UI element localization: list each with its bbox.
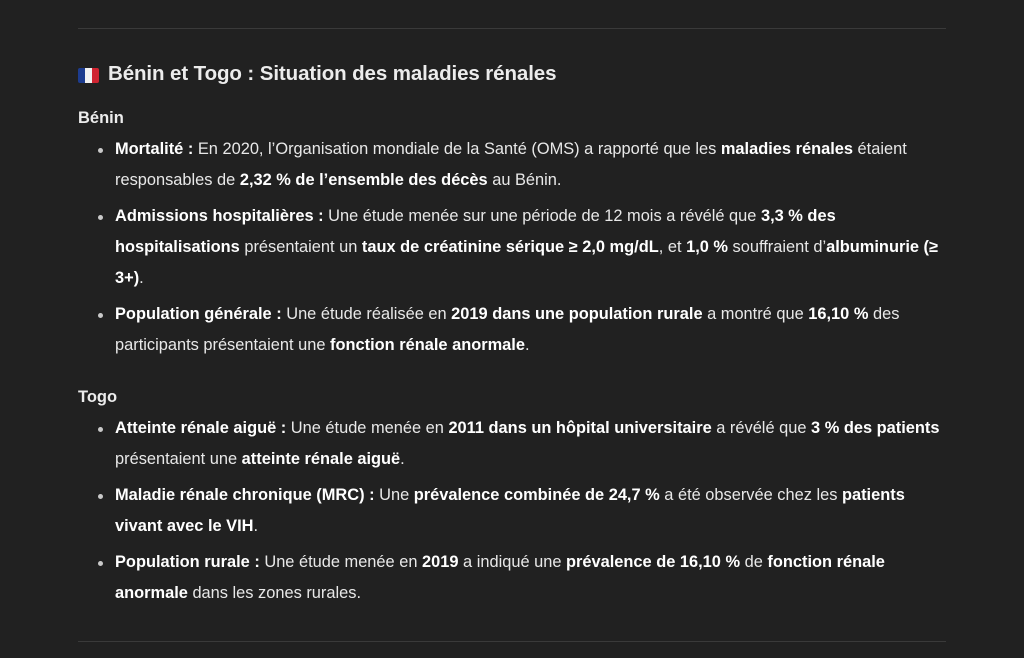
emphasis-text: atteinte rénale aiguë <box>241 450 401 468</box>
section-heading: Bénin <box>78 109 124 127</box>
body-text: . <box>139 269 144 287</box>
body-text: En 2020, l’Organisation mondiale de la Santé (OMS) a rapporté que les <box>193 140 721 158</box>
emphasis-text: prévalence combinée de 24,7 % <box>413 486 660 504</box>
list-item <box>78 201 946 294</box>
emphasis-text: 16,10 % <box>808 305 869 323</box>
page-title <box>78 62 946 86</box>
body-text: Une étude menée en <box>286 419 449 437</box>
emphasis-text: Atteinte rénale aiguë : <box>115 419 287 437</box>
emphasis-text: 2019 dans une population rurale <box>451 305 703 323</box>
body-text: Une étude menée en <box>259 553 422 571</box>
emphasis-text: taux de créatinine sérique ≥ 2,0 mg/dL <box>361 238 659 256</box>
divider-top <box>78 28 946 29</box>
body-text: . <box>400 450 405 468</box>
emphasis-text: 3 % des patients <box>811 419 940 437</box>
emphasis-text: Admissions hospitalières : <box>115 207 324 225</box>
body-text: dans les zones rurales. <box>187 584 361 602</box>
body-text: a révélé que <box>711 419 812 437</box>
emphasis-text: 3,3 % des hospitalisations <box>115 207 836 256</box>
body-text: a montré que <box>702 305 809 323</box>
list-item <box>78 413 946 475</box>
body-text: au Bénin. <box>487 171 562 189</box>
emphasis-text: maladies rénales <box>720 140 853 158</box>
emphasis-text: fonction rénale anormale <box>115 553 885 602</box>
france-flag-icon <box>78 68 99 83</box>
emphasis-text: Population générale : <box>115 305 282 323</box>
body-text: Une <box>374 486 414 504</box>
body-text: de <box>740 553 768 571</box>
emphasis-text: Population rurale : <box>115 553 260 571</box>
body-text: . <box>524 336 530 354</box>
emphasis-text: fonction rénale anormale <box>330 336 525 354</box>
list-item <box>78 480 946 542</box>
body-text: Une étude menée sur une période de 12 mois a révélé que <box>323 207 761 225</box>
body-text: Une étude réalisée en <box>281 305 452 323</box>
emphasis-text: 2011 dans un hôpital universitaire <box>448 419 712 437</box>
body-text: des participants présentaient une <box>115 305 900 354</box>
emphasis-text: prévalence de 16,10 % <box>566 553 741 571</box>
page-title-text: Bénin et Togo : Situation des maladies rénales <box>108 62 557 85</box>
emphasis-text: Maladie rénale chronique (MRC) : <box>115 486 375 504</box>
body-text: présentaient un <box>239 238 362 256</box>
emphasis-text: albuminurie (≥ 3+) <box>115 238 939 287</box>
body-text: a indiqué une <box>458 553 567 571</box>
bullet-list <box>78 134 946 361</box>
list-item <box>78 134 946 196</box>
body-text: présentaient une <box>115 450 242 468</box>
sections-container <box>78 109 946 609</box>
document-page <box>0 28 1024 658</box>
list-item <box>78 299 946 361</box>
list-item <box>78 547 946 609</box>
body-text: a été observée chez les <box>659 486 842 504</box>
emphasis-text: 2019 <box>422 553 459 571</box>
bullet-list <box>78 413 946 609</box>
body-text: . <box>253 517 259 535</box>
emphasis-text: Mortalité : <box>115 140 194 158</box>
section-heading: Togo <box>78 388 118 406</box>
divider-bottom <box>78 641 946 642</box>
emphasis-text: patients vivant avec le VIH <box>115 486 905 535</box>
emphasis-text: 2,32 % de l’ensemble des décès <box>239 171 488 189</box>
body-text: , et <box>658 238 687 256</box>
body-text: étaient responsables de <box>115 140 907 189</box>
body-text: souffraient d’ <box>728 238 827 256</box>
emphasis-text: 1,0 % <box>686 238 728 256</box>
